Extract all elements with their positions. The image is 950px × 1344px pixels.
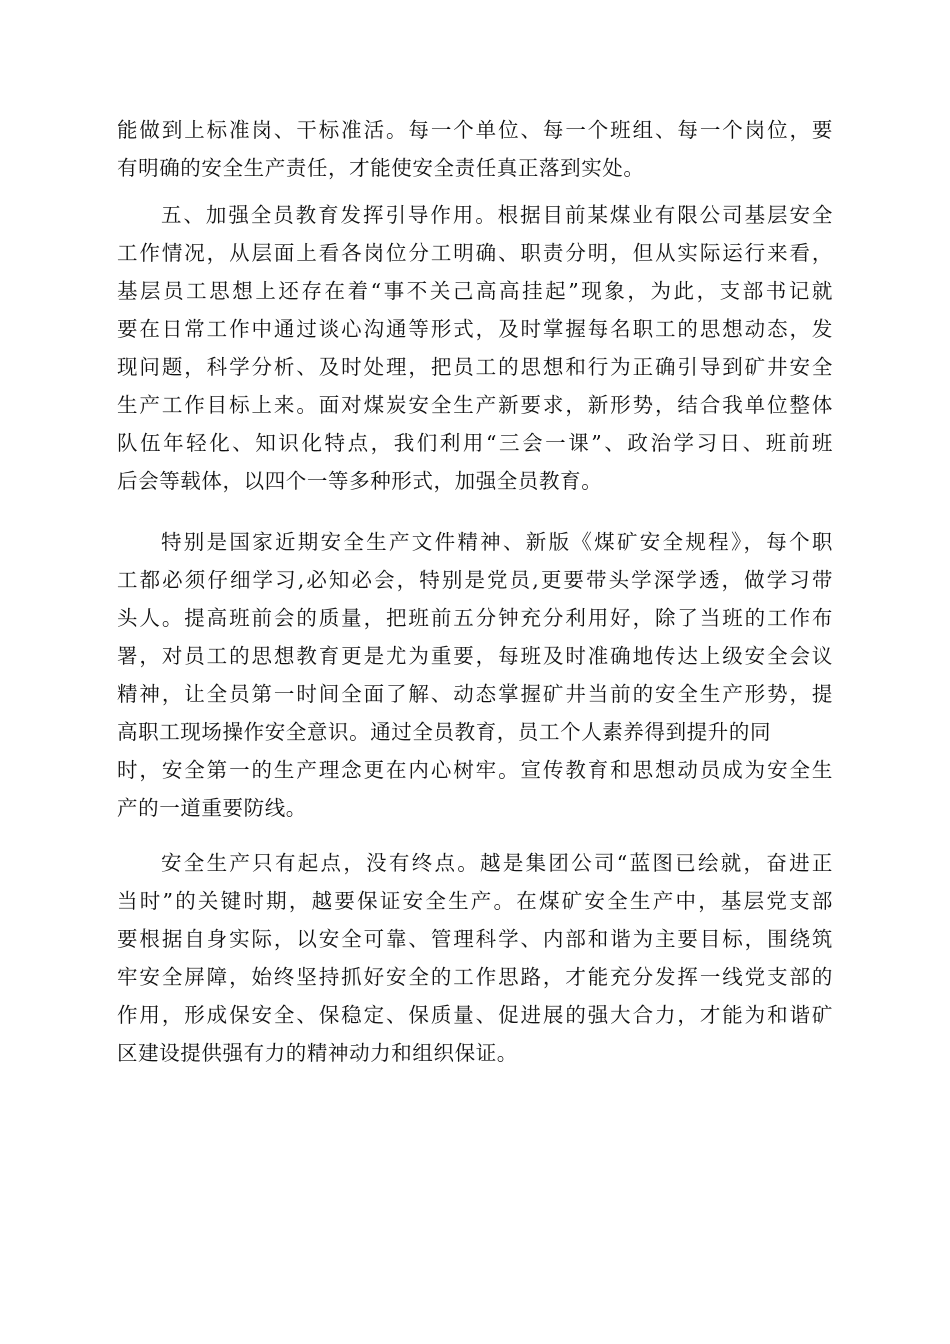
text-line: 有明确的安全生产责任，才能使安全责任真正落到实处。: [117, 156, 645, 180]
text-line: 安全生产只有起点，没有终点。越是集团公司“蓝图已绘就，奋进正: [161, 851, 833, 875]
text-line: 精神，让全员第一时间全面了解、动态掌握矿井当前的安全生产形势，提: [117, 682, 833, 706]
text-line: 产的一道重要防线。: [117, 796, 307, 820]
text-line: 能做到上标准岗、干标准活。每一个单位、每一个班组、每一个岗位，要: [117, 118, 833, 142]
text-line: 时，安全第一的生产理念更在内心树牢。宣传教育和思想动员成为安全生: [117, 758, 833, 782]
paragraph-1: [117, 111, 833, 187]
text-line: 工作情况，从层面上看各岗位分工明确、职责分明，但从实际运行来看，: [117, 241, 833, 265]
text-line: 牢安全屏障，始终坚持抓好安全的工作思路，才能充分发挥一线党支部的: [117, 965, 833, 989]
text-line: 后会等载体，以四个一等多种形式，加强全员教育。: [117, 469, 603, 493]
text-line: 作用，形成保安全、保稳定、保质量、促进展的强大合力，才能为和谐矿: [117, 1003, 833, 1027]
text-line: 现问题，科学分析、及时处理，把员工的思想和行为正确引导到矿井安全: [117, 355, 833, 379]
text-line: 署，对员工的思想教育更是尤为重要，每班及时准确地传达上级安全会议: [117, 644, 833, 668]
text-line: 队伍年轻化、知识化特点，我们利用“三会一课”、政治学习日、班前班: [117, 431, 833, 455]
text-line: 要根据自身实际，以安全可靠、管理科学、内部和谐为主要目标，围绕筑: [117, 927, 833, 951]
text-line: 高职工现场操作安全意识。通过全员教育，员工个人素养得到提升的同: [117, 720, 772, 744]
text-line: 特别是国家近期安全生产文件精神、新版《煤矿安全规程》，每个职: [161, 530, 833, 554]
text-line: 当时”的关键时期，越要保证安全生产。在煤矿安全生产中，基层党支部: [117, 889, 833, 913]
text-line: 区建设提供强有力的精神动力和组织保证。: [117, 1041, 518, 1065]
text-line: 五、加强全员教育发挥引导作用。根据目前某煤业有限公司基层安全: [161, 203, 833, 227]
text-line: 生产工作目标上来。面对煤炭安全生产新要求，新形势，结合我单位整体: [117, 393, 833, 417]
paragraph-3: [117, 523, 833, 827]
text-line: 头人。提高班前会的质量，把班前五分钟充分利用好，除了当班的工作布: [117, 606, 833, 630]
paragraph-4: [117, 844, 833, 1072]
text-line: 工都必须仔细学习,必知必会，特别是党员,更要带头学深学透，做学习带: [117, 568, 833, 592]
paragraph-2: [117, 196, 833, 500]
text-line: 要在日常工作中通过谈心沟通等形式，及时掌握每名职工的思想动态，发: [117, 317, 833, 341]
text-line: 基层员工思想上还存在着“事不关己高高挂起”现象，为此，支部书记就: [117, 279, 833, 303]
